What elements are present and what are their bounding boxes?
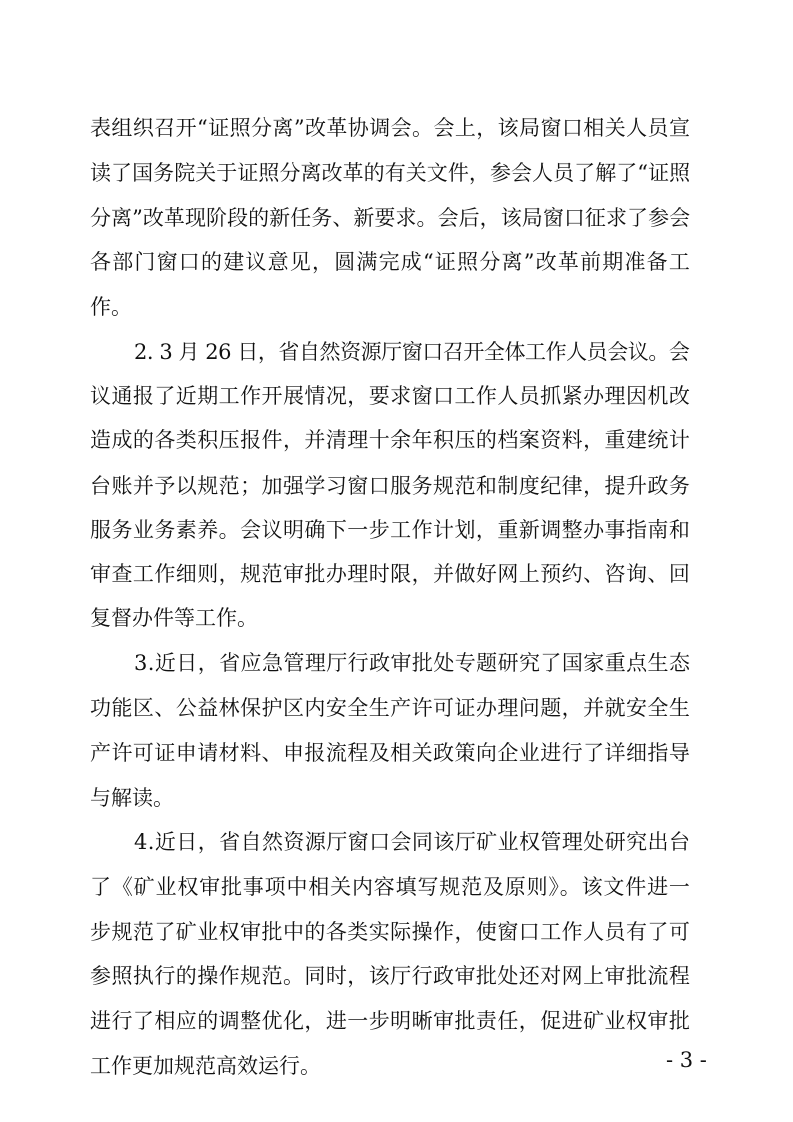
paragraph-2-line-3: [0, 418, 793, 462]
text-line: 2. 3 月 26 日，省自然资源厅窗口召开全体工作人员会议。会: [134, 340, 690, 364]
paragraph-3-line-2: [0, 686, 793, 730]
paragraph-1-line-1: [0, 106, 793, 150]
paragraph-2-line-2: [0, 374, 793, 418]
text-line: 4.近日，省自然资源厅窗口会同该厅矿业权管理处研究出台: [134, 830, 691, 854]
text-line: 参照执行的操作规范。同时，该厅行政审批处还对网上审批流程: [90, 964, 691, 988]
paragraph-4-line-3: [0, 910, 793, 954]
text-line: 议通报了近期工作开展情况，要求窗口工作人员抓紧办理因机改: [90, 384, 691, 408]
paragraph-2-line-5: [0, 508, 793, 552]
text-line: 审查工作细则，规范审批办理时限，并做好网上预约、咨询、回: [90, 562, 691, 586]
text-line: 了《矿业权审批事项中相关内容填写规范及原则》。该文件进一: [90, 875, 691, 899]
paragraph-2-line-7: [0, 596, 793, 640]
text-line: 复督办件等工作。: [90, 606, 258, 630]
text-line: 读了国务院关于证照分离改革的有关文件，参会人员了解了“证照: [90, 161, 691, 185]
text-line: 造成的各类积压报件，并清理十余年积压的档案资料，重建统计: [90, 428, 691, 452]
paragraph-4-line-2: [0, 865, 793, 909]
text-line: 功能区、公益林保护区内安全生产许可证办理问题，并就安全生: [90, 696, 691, 720]
text-line: 各部门窗口的建议意见，圆满完成“证照分离”改革前期准备工: [90, 250, 692, 274]
paragraph-2-line-4: [0, 464, 793, 508]
paragraph-3-line-3: [0, 731, 793, 775]
paragraph-4-line-1: [0, 820, 793, 864]
paragraph-1-line-4: [0, 240, 793, 284]
paragraph-4-line-5: [0, 999, 793, 1043]
paragraph-1-line-5: [0, 285, 793, 329]
text-line: 工作更加规范高效运行。: [90, 1054, 321, 1078]
paragraph-4-line-4: [0, 954, 793, 998]
text-line: 步规范了矿业权审批中的各类实际操作，使窗口工作人员有了可: [90, 920, 691, 944]
paragraph-2-line-6: [0, 552, 793, 596]
text-line: 作。: [90, 295, 132, 319]
text-line: 分离”改革现阶段的新任务、新要求。会后，该局窗口征求了参会: [90, 206, 691, 230]
text-line: 进行了相应的调整优化，进一步明晰审批责任，促进矿业权审批: [90, 1009, 691, 1033]
text-line: 与解读。: [90, 786, 174, 810]
paragraph-1-line-2: [0, 151, 793, 195]
paragraph-2-line-1: [0, 330, 793, 374]
paragraph-3-line-1: [0, 641, 793, 685]
text-line: 表组织召开“证照分离”改革协调会。会上，该局窗口相关人员宣: [90, 116, 691, 140]
text-line: 3.近日，省应急管理厅行政审批处专题研究了国家重点生态: [134, 651, 691, 675]
text-line: 服务业务素养。会议明确下一步工作计划，重新调整办事指南和: [90, 518, 691, 542]
paragraph-1-line-3: [0, 196, 793, 240]
text-line: 产许可证申请材料、申报流程及相关政策向企业进行了详细指导: [90, 741, 691, 765]
text-line: 台账并予以规范；加强学习窗口服务规范和制度纪律，提升政务: [90, 474, 691, 498]
paragraph-3-line-4: [0, 776, 793, 820]
page-number: - 3 -: [666, 1048, 707, 1072]
